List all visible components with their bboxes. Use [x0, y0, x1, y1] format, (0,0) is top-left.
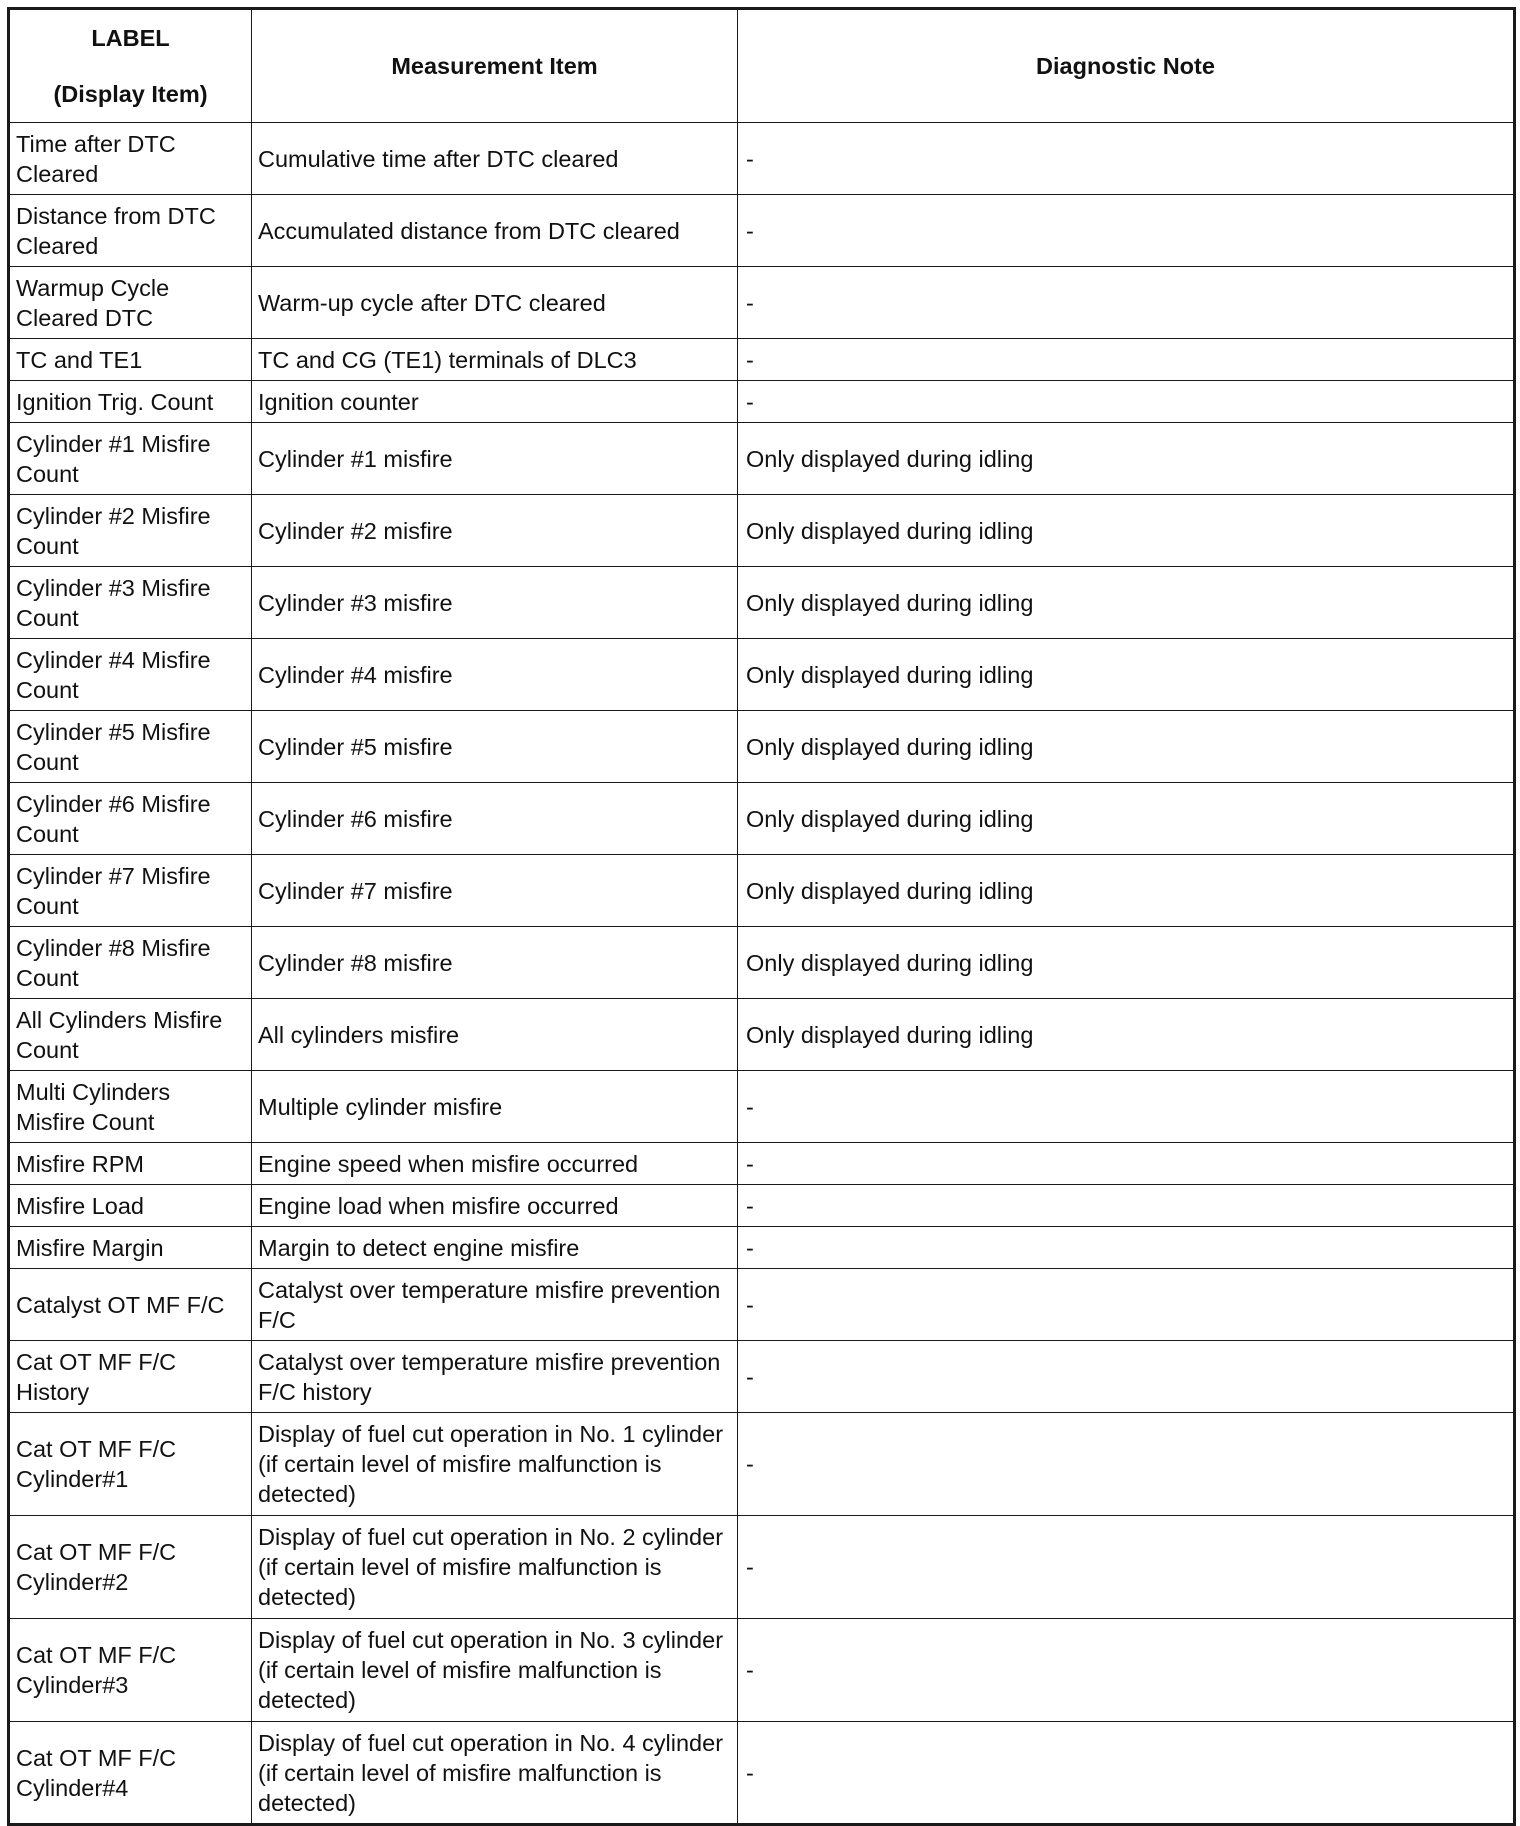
note-cell: -	[738, 123, 1515, 195]
table-row	[9, 639, 1515, 711]
measurement-cell: Display of fuel cut operation in No. 1 cylinder (if certain level of misfire malfunction is detected)	[252, 1413, 738, 1516]
table-row	[9, 381, 1515, 423]
table-row	[9, 855, 1515, 927]
table-row	[9, 927, 1515, 999]
note-cell: -	[738, 1341, 1515, 1413]
table-row	[9, 339, 1515, 381]
measurement-cell: Cylinder #7 misfire	[252, 855, 738, 927]
note-cell: -	[738, 1619, 1515, 1722]
note-cell: Only displayed during idling	[738, 423, 1515, 495]
label-cell: Cat OT MF F/C Cylinder#3	[9, 1619, 252, 1722]
measurement-cell: Cumulative time after DTC cleared	[252, 123, 738, 195]
note-cell: -	[738, 1722, 1515, 1825]
document-sheet	[7, 7, 1513, 1816]
header-measurement: Measurement Item	[252, 9, 738, 123]
table-row	[9, 567, 1515, 639]
measurement-cell: Cylinder #8 misfire	[252, 927, 738, 999]
measurement-cell: Engine speed when misfire occurred	[252, 1143, 738, 1185]
note-cell: -	[738, 1269, 1515, 1341]
table-row	[9, 1227, 1515, 1269]
table-row	[9, 783, 1515, 855]
note-cell: -	[738, 339, 1515, 381]
measurement-cell: Cylinder #1 misfire	[252, 423, 738, 495]
measurement-cell: Cylinder #6 misfire	[252, 783, 738, 855]
measurement-cell: Catalyst over temperature misfire prevention F/C	[252, 1269, 738, 1341]
label-cell: Warmup Cycle Cleared DTC	[9, 267, 252, 339]
measurement-cell: Margin to detect engine misfire	[252, 1227, 738, 1269]
label-cell: Cat OT MF F/C Cylinder#4	[9, 1722, 252, 1825]
note-cell: -	[738, 1516, 1515, 1619]
header-label-line2: (Display Item)	[53, 81, 208, 107]
table-row	[9, 1341, 1515, 1413]
table-header-row	[9, 9, 1515, 123]
note-cell: Only displayed during idling	[738, 855, 1515, 927]
header-note: Diagnostic Note	[738, 9, 1515, 123]
note-cell: -	[738, 381, 1515, 423]
label-cell: Misfire Margin	[9, 1227, 252, 1269]
label-cell: Cylinder #2 Misfire Count	[9, 495, 252, 567]
table-row	[9, 1269, 1515, 1341]
measurement-cell: Engine load when misfire occurred	[252, 1185, 738, 1227]
table-row	[9, 1413, 1515, 1516]
label-cell: Cat OT MF F/C Cylinder#1	[9, 1413, 252, 1516]
measurement-cell: Display of fuel cut operation in No. 2 cylinder (if certain level of misfire malfunction is detected)	[252, 1516, 738, 1619]
table-row	[9, 1722, 1515, 1825]
label-cell: Misfire RPM	[9, 1143, 252, 1185]
label-cell: Distance from DTC Cleared	[9, 195, 252, 267]
measurement-cell: Cylinder #2 misfire	[252, 495, 738, 567]
label-cell: Cylinder #8 Misfire Count	[9, 927, 252, 999]
label-cell: Cylinder #3 Misfire Count	[9, 567, 252, 639]
note-cell: -	[738, 195, 1515, 267]
label-cell: Misfire Load	[9, 1185, 252, 1227]
label-cell: Ignition Trig. Count	[9, 381, 252, 423]
table-row	[9, 1619, 1515, 1722]
note-cell: -	[738, 1413, 1515, 1516]
note-cell: Only displayed during idling	[738, 927, 1515, 999]
measurement-cell: Multiple cylinder misfire	[252, 1071, 738, 1143]
note-cell: Only displayed during idling	[738, 711, 1515, 783]
table-row	[9, 423, 1515, 495]
label-cell: Cylinder #1 Misfire Count	[9, 423, 252, 495]
note-cell: -	[738, 267, 1515, 339]
note-cell: -	[738, 1143, 1515, 1185]
table-row	[9, 1185, 1515, 1227]
data-list-table	[7, 7, 1516, 1826]
note-cell: Only displayed during idling	[738, 495, 1515, 567]
label-cell: Cylinder #7 Misfire Count	[9, 855, 252, 927]
note-cell: -	[738, 1227, 1515, 1269]
table-row	[9, 495, 1515, 567]
header-label	[9, 9, 252, 123]
label-cell: Cylinder #5 Misfire Count	[9, 711, 252, 783]
label-cell: Cylinder #4 Misfire Count	[9, 639, 252, 711]
label-cell: Catalyst OT MF F/C	[9, 1269, 252, 1341]
measurement-cell: TC and CG (TE1) terminals of DLC3	[252, 339, 738, 381]
measurement-cell: Display of fuel cut operation in No. 4 cylinder (if certain level of misfire malfunction is detected)	[252, 1722, 738, 1825]
table-row	[9, 711, 1515, 783]
table-row	[9, 999, 1515, 1071]
label-cell: Time after DTC Cleared	[9, 123, 252, 195]
measurement-cell: Cylinder #4 misfire	[252, 639, 738, 711]
label-cell: TC and TE1	[9, 339, 252, 381]
table-row	[9, 1071, 1515, 1143]
label-cell: Cat OT MF F/C Cylinder#2	[9, 1516, 252, 1619]
measurement-cell: Cylinder #5 misfire	[252, 711, 738, 783]
measurement-cell: Warm-up cycle after DTC cleared	[252, 267, 738, 339]
measurement-cell: Accumulated distance from DTC cleared	[252, 195, 738, 267]
note-cell: Only displayed during idling	[738, 639, 1515, 711]
measurement-cell: Catalyst over temperature misfire prevention F/C history	[252, 1341, 738, 1413]
table-row	[9, 267, 1515, 339]
label-cell: Cylinder #6 Misfire Count	[9, 783, 252, 855]
table-row	[9, 1516, 1515, 1619]
table-row	[9, 1143, 1515, 1185]
note-cell: Only displayed during idling	[738, 999, 1515, 1071]
measurement-cell: Display of fuel cut operation in No. 3 cylinder (if certain level of misfire malfunction is detected)	[252, 1619, 738, 1722]
note-cell: Only displayed during idling	[738, 567, 1515, 639]
note-cell: Only displayed during idling	[738, 783, 1515, 855]
measurement-cell: Cylinder #3 misfire	[252, 567, 738, 639]
note-cell: -	[738, 1185, 1515, 1227]
measurement-cell: All cylinders misfire	[252, 999, 738, 1071]
label-cell: Cat OT MF F/C History	[9, 1341, 252, 1413]
table-row	[9, 195, 1515, 267]
measurement-cell: Ignition counter	[252, 381, 738, 423]
label-cell: Multi Cylinders Misfire Count	[9, 1071, 252, 1143]
label-cell: All Cylinders Misfire Count	[9, 999, 252, 1071]
header-label-line1: LABEL	[91, 25, 170, 51]
table-row	[9, 123, 1515, 195]
note-cell: -	[738, 1071, 1515, 1143]
